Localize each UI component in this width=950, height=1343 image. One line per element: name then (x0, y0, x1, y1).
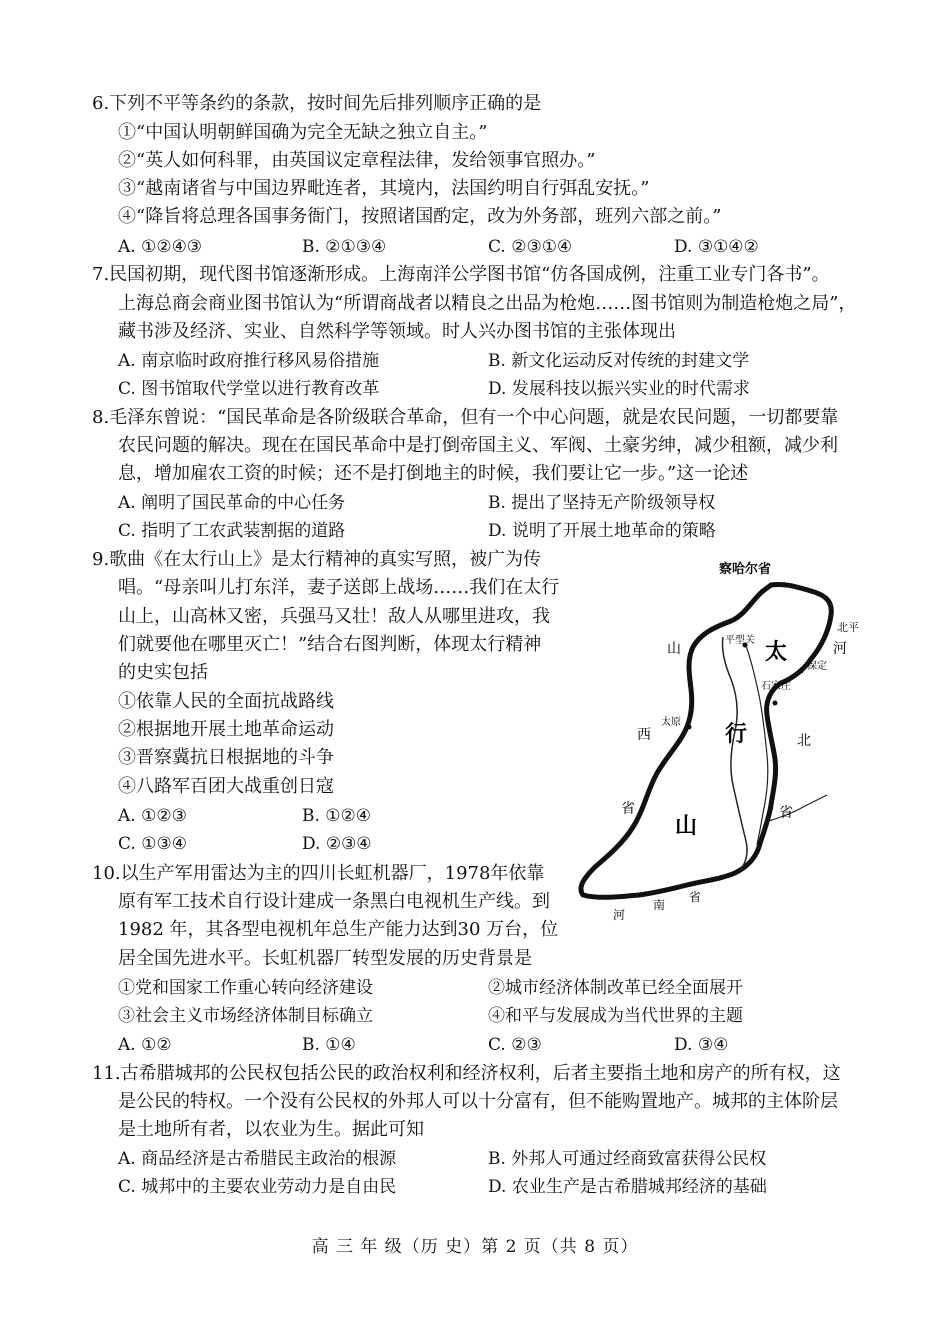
q9-stem-line-3: 山上，山高林又密，兵强马又壮！敌人从哪里进攻，我 (118, 606, 550, 627)
q9-option-a: A. ①②③ (118, 806, 187, 826)
q10-option-b: B. ①④ (302, 1035, 356, 1055)
q6-item-1: ①“中国认明朝鲜国确为完全无缺之独立自主。” (118, 122, 488, 143)
q10-stem-line-2: 原有军工技术自行设计建成一条黑白电视机生产线。到 (118, 891, 550, 912)
label-shan-1: 山 (667, 641, 681, 657)
q6-stem: 6.下列不平等条约的条款，按时间先后排列顺序正确的是 (92, 93, 542, 114)
q8-stem-line-2: 农民问题的解决。现在在国民革命中是打倒帝国主义、军阀、土豪劣绅，减少租额，减少利 (118, 435, 838, 456)
label-beiping: 北平 (837, 621, 859, 634)
map-inner-line-2 (745, 643, 768, 845)
q7-option-b: B. 新文化运动反对传统的封建文学 (488, 351, 750, 371)
q10-item-4: ④和平与发展成为当代世界的主题 (488, 1006, 743, 1026)
q10-option-c: C. ②③ (488, 1035, 542, 1055)
label-chahaer: 察哈尔省 (719, 562, 772, 577)
taiyuan-dot (687, 725, 692, 730)
q9-option-c: C. ①③④ (118, 834, 187, 854)
q9-stem-line-2: 唱。“母亲叫儿打东洋，妻子送郎上战场……我们在太行 (118, 577, 560, 598)
q7-stem-line-1: 7.民国初期，现代图书馆逐渐形成。上海南洋公学图书馆“仿各国成例，注重工业专门各书”。 (92, 264, 830, 285)
q11-stem-line-3: 是土地所有者，以农业为生。据此可知 (118, 1119, 424, 1140)
shijiazhuang-dot (773, 701, 778, 706)
q8-stem-line-3: 息，增加雇农工资的时候；还不是打倒地主的时候，我们要让它一步。”这一论述 (118, 463, 749, 484)
label-hang: 行 (725, 722, 748, 747)
label-he-1: 河 (833, 641, 847, 657)
q9-stem-line-5: 的史实包括 (118, 662, 208, 683)
q11-option-d: D. 农业生产是古希腊城邦经济的基础 (488, 1177, 767, 1197)
q6-item-4: ④“降旨将总理各国事务衙门，按照诸国酌定，改为外务部，班列六部之前。” (118, 206, 722, 227)
label-baoding: 保定 (807, 661, 827, 672)
label-shan-2: 山 (675, 814, 698, 839)
map-river-line (769, 795, 827, 821)
q11-option-a: A. 商品经济是古希腊民主政治的根源 (118, 1149, 397, 1169)
q6-item-2: ②“英人如何科罪，由英国议定章程法律，发给领事官照办。” (118, 150, 596, 171)
q8-option-b: B. 提出了坚持无产阶级领导权 (488, 493, 716, 513)
q9-option-b: B. ①②④ (302, 806, 372, 826)
label-pingxingguan: 平型关 (725, 635, 755, 646)
q7-option-a: A. 南京临时政府推行移风易俗措施 (118, 351, 380, 371)
label-sheng-3: 省 (689, 890, 702, 904)
label-sheng-1: 省 (621, 801, 635, 817)
q10-stem-line-1: 10.以生产军用雷达为主的四川长虹机器厂，1978年依靠 (92, 863, 545, 884)
q6-option-a: A. ①②④③ (118, 237, 203, 257)
q6-option-d: D. ③①④② (674, 237, 759, 257)
label-sheng-2: 省 (779, 805, 793, 821)
q7-stem-line-3: 藏书涉及经济、实业、自然科学等领域。时人兴办图书馆的主张体现出 (118, 321, 676, 342)
label-xi: 西 (637, 727, 651, 743)
baoding-dot (799, 669, 804, 674)
label-bei: 北 (797, 733, 811, 749)
q6-option-c: C. ②③①④ (488, 237, 573, 257)
q8-option-d: D. 说明了开展土地革命的策略 (488, 521, 716, 541)
q6-option-b: B. ②①③④ (302, 237, 387, 257)
q11-option-c: C. 城邦中的主要农业劳动力是自由民 (118, 1177, 397, 1197)
q8-stem-line-1: 8.毛泽东曾说：“国民革命是各阶级联合革命，但有一个中心问题，就是农民问题，一切都要靠 (92, 407, 839, 428)
label-he-2: 河 (613, 908, 626, 922)
q11-option-b: B. 外邦人可通过经商致富获得公民权 (488, 1149, 767, 1169)
label-shijiazhuang: 石家庄 (761, 681, 791, 692)
q10-stem-line-3: 1982 年，其各型电视机年总生产能力达到30 万台，位 (118, 919, 559, 940)
q7-option-c: C. 图书馆取代学堂以进行教育改革 (118, 379, 380, 399)
q11-stem-line-2: 是公民的特权。一个没有公民权的外邦人可以十分富有，但不能购置地产。城邦的主体阶层 (118, 1091, 838, 1112)
q9-stem-line-4: 们就要他在哪里灭亡！”结合右图判断，体现太行精神 (118, 634, 542, 655)
q9-item-2: ②根据地开展土地革命运动 (118, 719, 334, 740)
q10-option-d: D. ③④ (674, 1035, 729, 1055)
page-footer: 高 三 年 级（历 史）第 2 页（共 8 页） (311, 1237, 639, 1257)
label-nan: 南 (653, 898, 666, 912)
map-inner-line-1 (722, 637, 747, 871)
q9-stem-line-1: 9.歌曲《在太行山上》是太行精神的真实写照，被广为传 (92, 549, 542, 570)
q9-item-1: ①依靠人民的全面抗战路线 (118, 691, 334, 712)
label-tai: 太 (765, 640, 788, 665)
q11-stem-line-1: 11.古希腊城邦的公民权包括公民的政治权利和经济权利，后者主要指土地和房产的所有权，这 (92, 1063, 841, 1084)
q10-stem-line-4: 居全国先进水平。长虹机器厂转型发展的历史背景是 (118, 948, 532, 969)
q9-item-4: ④八路军百团大战重创日寇 (118, 776, 334, 797)
map-outline (581, 584, 831, 897)
q7-option-d: D. 发展科技以振兴实业的时代需求 (488, 379, 750, 399)
label-taiyuan: 太原 (661, 717, 681, 728)
q8-option-a: A. 阐明了国民革命的中心任务 (118, 493, 346, 513)
q7-stem-line-2: 上海总商会商业图书馆认为“所谓商战者以精良之出品为枪炮……图书馆则为制造枪炮之局”， (118, 293, 857, 314)
taihang-map (575, 555, 860, 930)
q9-option-d: D. ②③④ (302, 834, 372, 854)
q10-item-2: ②城市经济体制改革已经全面展开 (488, 978, 743, 998)
beiping-dot (829, 613, 834, 618)
q8-option-c: C. 指明了工农武装割据的道路 (118, 521, 346, 541)
q10-option-a: A. ①② (118, 1035, 172, 1055)
q10-item-1: ①党和国家工作重心转向经济建设 (118, 978, 373, 998)
q6-item-3: ③“越南诸省与中国边界毗连者，其境内，法国约明自行弭乱安抚。” (118, 178, 650, 199)
q10-item-3: ③社会主义市场经济体制目标确立 (118, 1006, 373, 1026)
q9-item-3: ③晋察冀抗日根据地的斗争 (118, 747, 334, 768)
